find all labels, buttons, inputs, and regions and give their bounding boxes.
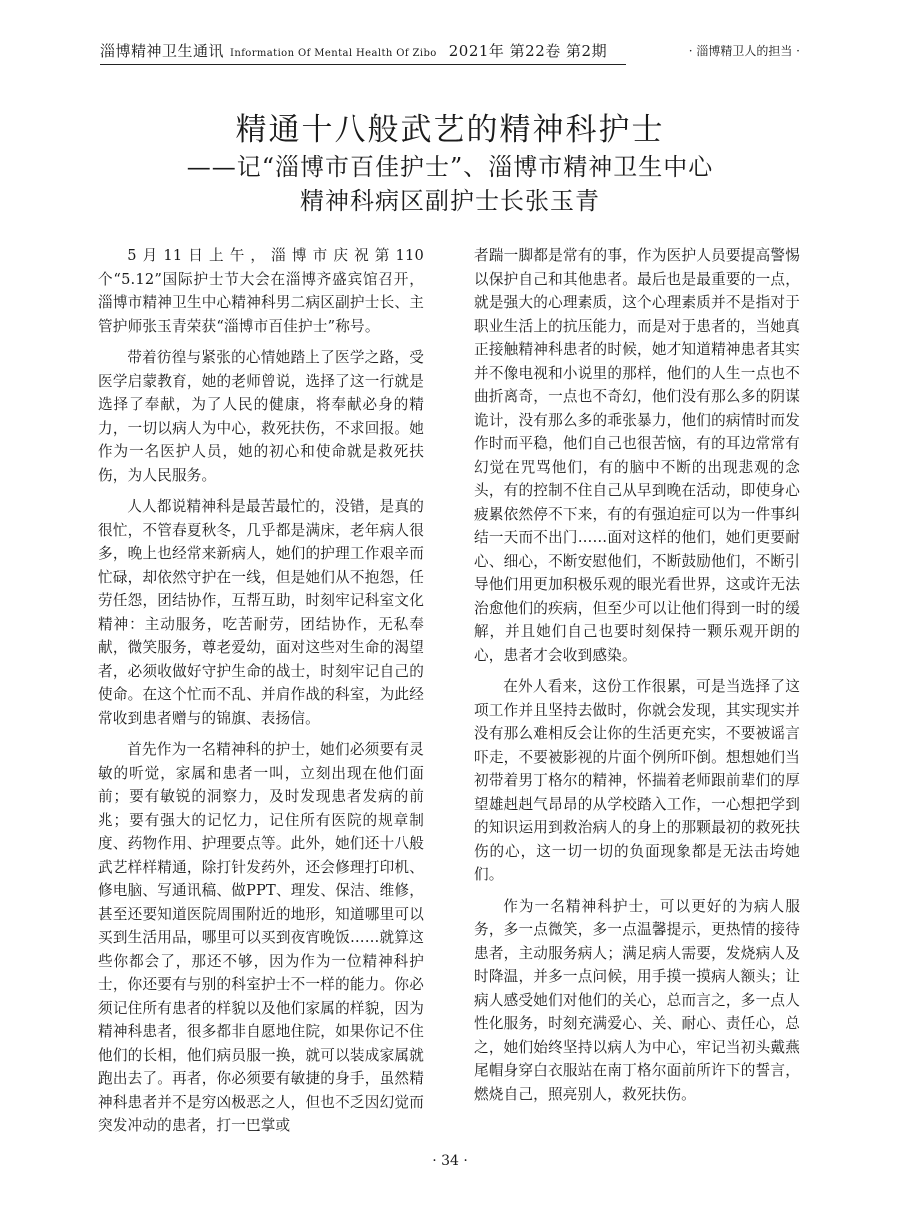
paragraph-continued: 者踹一脚都是常有的事，作为医护人员要提高警惕以保护自己和其他患者。最后也是最重要的一点，就是强大的心理素质，这个心理素质并不是指对于职业生活上的抗压能力，而是对于患者的，当她真正接触精神科患者的时候，她才知道精神患者其实并不像电视和小说里的那样，他们的人生一点也不曲折离奇，一点也不奇幻，他们没有那么多的阴谋诡计，没有那么多的乖张暴力，他们的病情时而发作时而平稳，他们自己也很苦恼，有的耳边常常有幻觉在咒骂他们，有的脑中不断的出现悲观的念头，有的控制不住自己从早到晚在活动，即使身心疲累依然停不下来，有的有强迫症可以为一件事纠结一天而不出门……面对这样的他们，她们更要耐心、细心，不断安慰他们，不断鼓励他们，不断引导他们用更加积极乐观的眼光看世界，这或许无法治愈他们的疾病，但至少可以让他们得到一时的缓解，并且她们自己也要时刻保持一颗乐观开朗的心，患者才会收到感染。	[474, 247, 800, 664]
article-subtitle-line-1: ——记“淄博市百佳护士”、淄博市精神卫生中心	[186, 153, 714, 181]
left-column	[98, 244, 424, 1146]
article-title: 精通十八般武艺的精神科护士	[235, 112, 665, 148]
journal-title-cn: 淄博精神卫生通讯	[100, 42, 225, 60]
paragraph: 5月11日上午，淄博市庆祝第110个“5.12”国际护士节大会在淄博齐盛宾馆召开，淄博市精神卫生中心精神科男二病区副护士长、主管护师张玉青荣获“淄博市百佳护士”称号。	[98, 247, 424, 335]
article-title-block	[100, 110, 800, 218]
issue-info: 2021年 第22卷 第2期	[448, 42, 608, 60]
paragraph: 首先作为一名精神科的护士，她们必须要有灵敏的听觉，家属和患者一叫，立刻出现在他们面前；要有敏锐的洞察力，及时发现患者发病的前兆；要有强大的记忆力，记住所有医院的规章制度、药物作用、护理要点等。此外，她们还十八般武艺样样精通，除打针发药外，还会修理打印机、修电脑、写通讯稿、做PPT、理发、保洁、维修，甚至还要知道医院周围附近的地形，知道哪里可以买到生活用品，哪里可以买到夜宵晚饭……就算这些你都会了，那还不够，因为作为一位精神科护士，你还要有与别的科室护士不一样的能力。你必须记住所有患者的样貌以及他们家属的样貌，因为精神科患者，很多都非自愿地住院，如果你记不住他们的长相，他们病员服一换，就可以装成家属就跑出去了。再者，你必须要有敏捷的身手，虽然精神科患者并不是穷凶极恶之人，但也不乏因幻觉而突发冲动的患者，打一巴掌或	[98, 741, 424, 1134]
paragraph: 作为一名精神科护士，可以更好的为病人服务，多一点微笑，多一点温馨提示，更热情的接待患者，主动服务病人；满足病人需要，发烧病人及时降温，并多一点问候，用手摸一摸病人额头；让病人感受她们对他们的关心，总而言之，多一点人性化服务，时刻充满爱心、关、耐心、责任心，总之，她们始终坚持以病人为中心，牢记当初头戴燕尾帽身穿白衣服站在南丁格尔面前所许下的誓言，燃烧自己，照亮别人，救死扶伤。	[474, 897, 800, 1103]
article-subtitle-line-2: 精神科病区副护士长张玉青	[300, 187, 600, 215]
section-label: · 淄博精卫人的担当 ·	[688, 44, 800, 58]
journal-title-en: Information Of Mental Health Of Zibo	[230, 48, 437, 59]
paragraph: 带着彷徨与紧张的心情她踏上了医学之路，受医学启蒙教育，她的老师曾说，选择了这一行就是选择了奉献，为了人民的健康，将奉献必身的精力，一切以病人为中心，救死扶伤，不求回报。她作为一名医护人员，她的初心和使命就是救死扶伤，为人民服务。	[98, 349, 424, 484]
journal-name	[100, 40, 607, 61]
right-column	[474, 244, 800, 1114]
header-divider	[100, 64, 626, 65]
running-header	[100, 40, 800, 66]
page-number: · 34 ·	[432, 1153, 468, 1169]
paragraph: 人人都说精神科是最苦最忙的，没错，是真的很忙，不管春夏秋冬，几乎都是满床，老年病人很多，晚上也经常来新病人，她们的护理工作艰辛而忙碌，却依然守护在一线，但是她们从不抱怨，任劳任怨，团结协作，互帮互助，时刻牢记科室文化精神：主动服务，吃苦耐劳，团结协作，无私奉献，微笑服务，尊老爱幼，面对这些对生命的渴望者，必须收做好守护生命的战士，时刻牢记自己的使命。在这个忙而不乱、并肩作战的科室，为此经常收到患者赠与的锦旗、表扬信。	[98, 498, 424, 727]
paragraph: 在外人看来，这份工作很累，可是当选择了这项工作并且坚持去做时，你就会发现，其实现实并没有那么难相反会让你的生活更充实，不要被谣言吓走，不要被影视的片面个例所吓倒。想想她们当初带着男丁格尔的精神，怀揣着老师跟前辈们的厚望雄赳赳气昂昂的从学校踏入工作，一心想把学到的知识运用到救治病人的身上的那颗最初的救死扶伤的心，这一切一切的负面现象都是无法击垮她们。	[474, 678, 800, 883]
